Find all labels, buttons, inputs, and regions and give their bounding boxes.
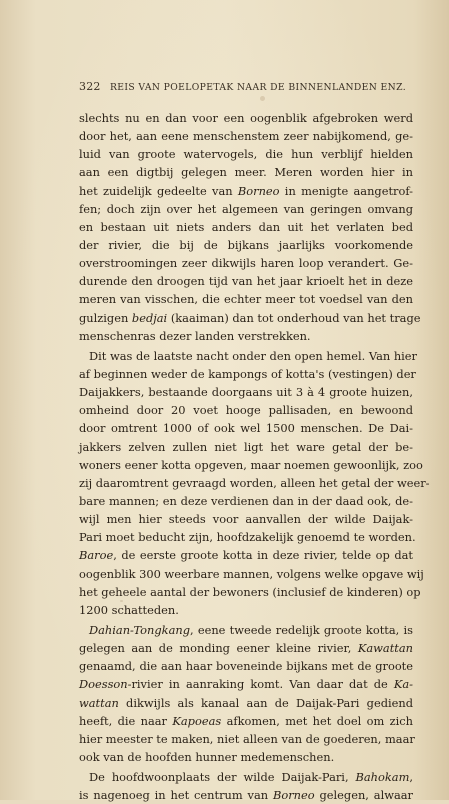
text-line	[79, 786, 413, 804]
text-line: ook van de hoofden hunner medemenschen.	[79, 749, 335, 764]
text-line: genaamd, die aan haar boveneinde bijkans met de groote	[79, 659, 413, 674]
text-line: menschenras dezer landen verstrekken.	[79, 328, 311, 343]
text-line: jakkers zelven zullen niet ligt het ware getal der be-	[79, 439, 413, 454]
text-line	[79, 675, 413, 693]
text-line: door het, aan eene menschenstem zeer nabijkomend, ge-	[79, 129, 413, 144]
text-line: zij daaromtrent gevraagd worden, alleen het getal der weer-	[79, 475, 430, 490]
text-line: wijl men hier steeds voor aanvallen der wilde Daijak-	[79, 512, 413, 527]
italic-term: Bahokam	[355, 770, 410, 785]
running-header	[79, 80, 409, 94]
text-line: overstroomingen zeer dikwijls haren loop verandert. Ge-	[79, 256, 413, 271]
text-line: luid van groote watervogels, die hun verblijf hielden	[79, 147, 413, 162]
text-fragment: in menigte aangetrof-	[279, 183, 413, 198]
text-line: fen; doch zijn over het algemeen van geringen omvang	[79, 201, 413, 216]
text-fragment: -rivier in aanraking komt. Van daar dat de	[127, 677, 394, 692]
text-fragment: ,	[409, 770, 413, 785]
page-number: 322	[79, 80, 101, 93]
text-fragment: heeft, die naar	[79, 713, 173, 728]
italic-term: Borneo	[237, 183, 280, 198]
text-line: omheind door 20 voet hooge pallisaden, en bewoond	[79, 403, 413, 418]
text-fragment: gelegen aan de monding eener kleine rivier,	[79, 641, 358, 656]
italic-term: Dahian-Tongkang	[89, 622, 190, 637]
text-fragment: (kaaiman) dan tot onderhoud van het trage	[167, 310, 421, 325]
text-fragment: gulzigen	[79, 310, 132, 325]
text-line: oogenblik 300 weerbare mannen, volgens welke opgave wij	[79, 566, 424, 581]
italic-term: Doesson	[79, 677, 128, 692]
text-line: der rivier, die bij de bijkans jaarlijks voorkomende	[79, 237, 413, 252]
text-fragment: is nagenoeg in het centrum van	[79, 788, 273, 803]
running-title: REIS VAN POELOPETAK NAAR DE BINNENLANDEN ENZ.	[109, 82, 407, 93]
text-line: door omtrent 1000 of ook wel 1500 menschen. De Dai-	[79, 421, 413, 436]
text-line: woners eener kotta opgeven, maar noemen gewoonlijk, zoo	[79, 457, 423, 472]
italic-term: Borneo	[273, 788, 315, 803]
text-line	[79, 768, 413, 786]
text-line: Pari moet beducht zijn, hoofdzakelijk genoemd te worden.	[79, 530, 416, 545]
text-fragment: dikwijls als kanaal aan de Daijak-Pari gediend	[118, 695, 413, 710]
text-fragment: afkomen, met het doel om zich	[221, 713, 413, 728]
text-fragment: , de eerste groote kotta in deze rivier, telde op dat	[113, 548, 413, 563]
text-fragment: , eene tweede redelijk groote kotta, is	[190, 622, 413, 637]
text-line	[79, 309, 421, 327]
text-line: en bestaan uit niets anders dan uit het verlaten bed	[79, 219, 413, 234]
text-line	[79, 639, 413, 657]
text-line: aan een digtbij gelegen meer. Meren worden hier in	[79, 165, 413, 180]
text-line	[79, 694, 413, 712]
text-line: Daijakkers, bestaande doorgaans uit 3 à 4 groote huizen,	[79, 385, 413, 400]
text-line	[79, 182, 413, 200]
text-line: meren van visschen, die echter meer tot voedsel van den	[79, 292, 413, 307]
text-line: hier meester te maken, niet alleen van de goederen, maar	[79, 731, 415, 746]
text-line: bare mannen; en deze verdienen dan in der daad ook, de-	[79, 493, 413, 508]
text-line: het geheele aantal der bewoners (inclusief de kinderen) op	[79, 584, 421, 599]
text-fragment: het zuidelijk gedeelte van	[79, 183, 238, 198]
text-fragment: De hoofdwoonplaats der wilde Daijak-Pari,	[89, 770, 356, 785]
text-line: Dit was de laatste nacht onder den open hemel. Van hier	[89, 348, 417, 363]
text-line: slechts nu en dan voor een oogenblik afgebroken werd	[79, 111, 413, 125]
text-line	[79, 621, 413, 639]
text-line	[79, 712, 413, 730]
text-line: af beginnen weder de kampongs of kotta's (vestingen) der	[79, 366, 416, 381]
text-line: durende den droogen tijd van het jaar krioelt het in deze	[79, 274, 413, 289]
italic-term: Baroe	[79, 548, 114, 563]
italic-term: Kawattan	[357, 641, 413, 656]
text-fragment: gelegen, alwaar	[314, 788, 413, 803]
body-text	[79, 109, 430, 804]
text-line	[79, 546, 413, 564]
text-line: 1200 schatteden.	[79, 602, 179, 617]
foxing-spot	[260, 96, 265, 101]
italic-term: bedjai	[131, 310, 168, 325]
italic-term: wattan	[79, 695, 119, 710]
italic-term: Kapoeas	[172, 713, 222, 728]
italic-term: Ka-	[393, 677, 413, 692]
